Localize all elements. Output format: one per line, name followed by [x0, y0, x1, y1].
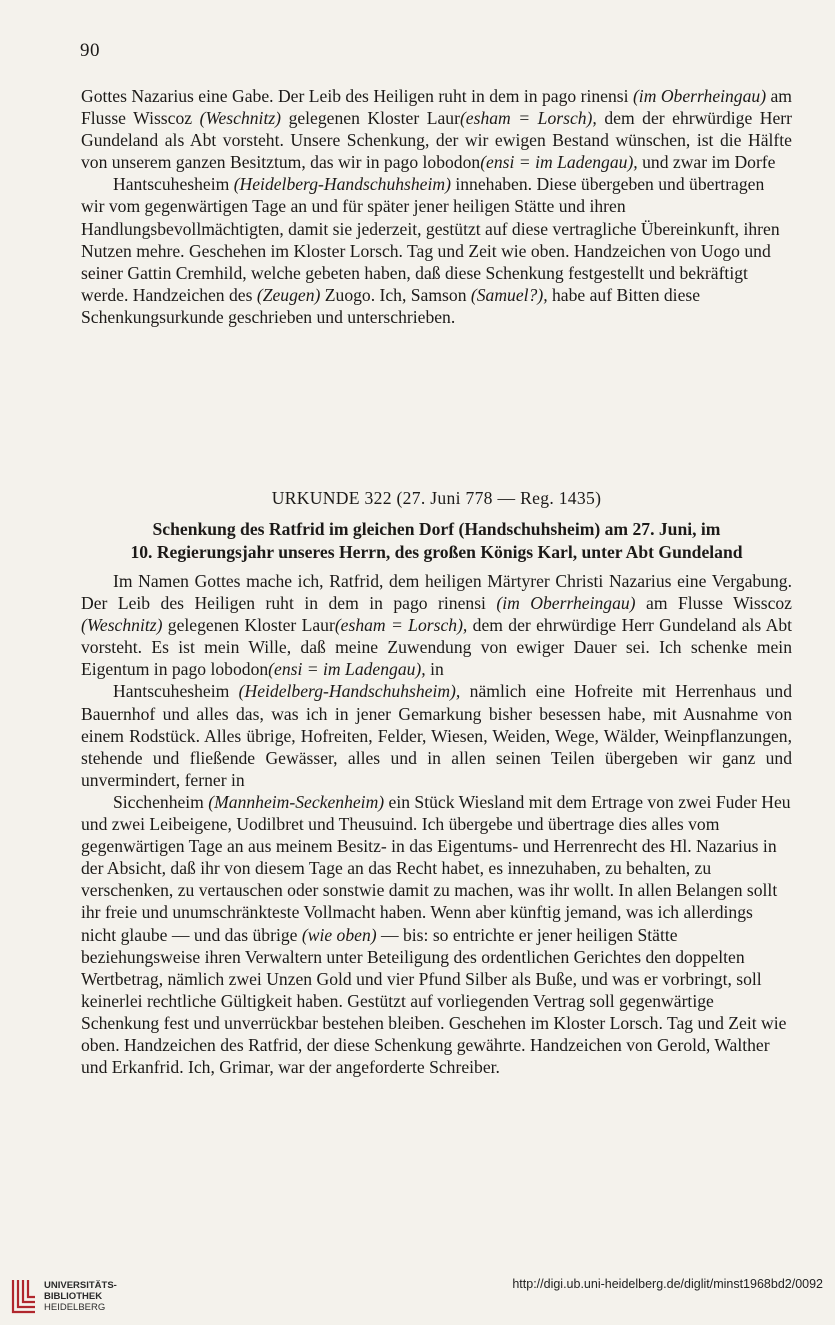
text-run: dem der ehrwürdige Herr Gundeland als Abt vorsteht. Es ist mein Wille, daß meine Zuwendung von ewiger Dauer sei. Ich schenke mein Eigentum in pago lobodon [81, 615, 792, 680]
text-run: gelegenen Kloster Laur [162, 615, 335, 636]
text-run: habe auf Bitten diese Schenkungsurkunde geschrieben und unterschrieben. [81, 284, 701, 327]
text-run: innehaben. Diese übergeben und übertragen wir vom gegenwärtigen Tage an und für später jener heiligen Stätte und ihren Handlungsbevollmächtigten, damit sie jederzeit, gestützt auf diese vertragliche Übereinkunft, ihren Nutzen mehre. Geschehen im Kloster Lorsch. Tag und Zeit wie oben. Handzeichen von Uogo und seiner Gattin Cremhild, welche gebeten haben, daß diese Schenkung festgestellt und bekräftigt werde. Handzeichen des [81, 174, 780, 305]
italic-gloss: (ensi = im Ladengau), [480, 152, 638, 173]
library-logo[interactable] [10, 1276, 117, 1316]
subtitle-line-1: Schenkung des Ratfrid im gleichen Dorf (Handschuhsheim) am 27. Juni, im [152, 519, 721, 539]
paragraph [81, 173, 792, 328]
text-run: Hantscuhesheim [113, 174, 234, 195]
paragraph [81, 680, 792, 790]
logo-line-2: BIBLIOTHEK [44, 1290, 103, 1302]
text-run: — bis: so entrichte er jener heiligen Stätte beziehungsweise ihren Verwaltern unter Beteiligung des ordentlichen Gerichtes den doppelten Wertbetrag, nämlich zwei Unzen Gold und vier Pfund Silber als Buße, und was er vorbringt, soll keinerlei rechtliche Gültigkeit haben. Gestützt auf vorliegenden Vertrag soll gegenwärtige Schenkung fest und unverrückbar bestehen bleiben. Geschehen im Kloster Lorsch. Tag und Zeit wie oben. Handzeichen des Ratfrid, der diese Schenkung gewährte. Handzeichen von Gerold, Walther und Erkanfrid. Ich, Grimar, war der angeforderte Schreiber. [81, 924, 787, 1078]
document-subtitle [81, 518, 792, 563]
italic-gloss: (wie oben) [301, 924, 377, 945]
text-run: nämlich eine Hofreite mit Herrenhaus und Bauernhof und alles das, was ich in jener Gemarkung bisher besessen habe, mit Ausnahme von einem Rodstück. Alles übrige, Hofreiten, Felder, Wiesen, Weiden, Wege, Wälder, Weinpflanzungen, stehende und fließende Gewässer, alles und in allen seinen Teilen übergeben wir ganz und unvermindert, ferner in [81, 681, 793, 790]
subtitle-line-2: 10. Regierungsjahr unseres Herrn, des großen Königs Karl, unter Abt Gundeland [130, 541, 743, 562]
source-url-link[interactable]: http://digi.ub.uni-heidelberg.de/diglit/minst1968bd2/0092 [512, 1277, 823, 1291]
library-logo-text [44, 1280, 117, 1313]
top-text-block [81, 85, 792, 328]
text-run: gelegenen Kloster Laur [281, 108, 460, 129]
text-run: Hantscuhesheim [113, 681, 239, 702]
text-run: ein Stück Wiesland mit dem Ertrage von zwei Fuder Heu und zwei Leibeigene, Uodilbret und Theusuind. Ich übergebe und übertrage dies alles vom gegenwärtigen Tage an aus meinem Besitz- in das Eigentums- und Herrenrecht des Hl. Nazarius in der Absicht, daß ihr von diesem Tage an das Recht habet, es innezuhaben, zu behalten, zu verschenken, zu vertauschen oder sonstwie damit zu machen, was ihr wollt. In allen Belangen sollt ihr freie und unumschränkteste Vollmacht haben. Wenn aber künftig jemand, was ich allerdings nicht glaube — und das übrige [81, 791, 791, 945]
text-run: dem der ehrwürdige Herr Gundeland als Abt vorsteht. Unsere Schenkung, der wir ewigen Bestand wünschen, ist die Hälfte von unserem ganzen Besitztum, das wir in pago lobodon [81, 108, 792, 173]
paragraph [81, 85, 792, 173]
italic-gloss: (Weschnitz) [199, 108, 282, 129]
logo-line-3: HEIDELBERG [44, 1301, 106, 1313]
paragraph [81, 791, 792, 1078]
page-number: 90 [80, 40, 100, 61]
logo-line-1: UNIVERSITÄTS- [44, 1279, 117, 1291]
italic-gloss: (im Oberrheingau) [632, 86, 767, 106]
text-run: am Flusse Wisscoz [81, 86, 792, 129]
paragraph [81, 570, 792, 680]
text-run: Sicchenheim [113, 791, 209, 812]
italic-gloss: (Heidelberg-Handschuhsheim) [233, 174, 451, 195]
italic-gloss: (Heidelberg-Handschuhsheim), [238, 681, 461, 702]
italic-gloss: (esham = Lorsch), [334, 615, 468, 636]
italic-gloss: (im Oberrheingau) [496, 593, 636, 614]
text-run: Zuogo. Ich, Samson [320, 284, 471, 305]
library-logo-icon [10, 1276, 38, 1316]
urkunde-heading: URKUNDE 322 (27. Juni 778 — Reg. 1435) [271, 488, 602, 508]
text-run: in [425, 659, 444, 680]
text-run: Gottes Nazarius eine Gabe. Der Leib des Heiligen ruht in dem in pago rinensi [81, 86, 633, 106]
italic-gloss: (esham = Lorsch), [459, 108, 597, 129]
text-run: am Flusse Wisscoz [635, 593, 792, 614]
italic-gloss: (Zeugen) [256, 284, 321, 305]
text-run: und zwar im Dorfe [637, 152, 776, 173]
text-run: Im Namen Gottes mache ich, Ratfrid, dem heiligen Märtyrer Christi Nazarius eine Vergabung. Der Leib des Heiligen ruht in dem in pago rinensi [81, 571, 792, 614]
bottom-text-block [81, 570, 792, 1078]
italic-gloss: (ensi = im Ladengau), [268, 659, 426, 680]
italic-gloss: (Samuel?), [470, 284, 548, 305]
italic-gloss: (Weschnitz) [81, 615, 163, 636]
italic-gloss: (Mannheim-Seckenheim) [208, 791, 385, 812]
